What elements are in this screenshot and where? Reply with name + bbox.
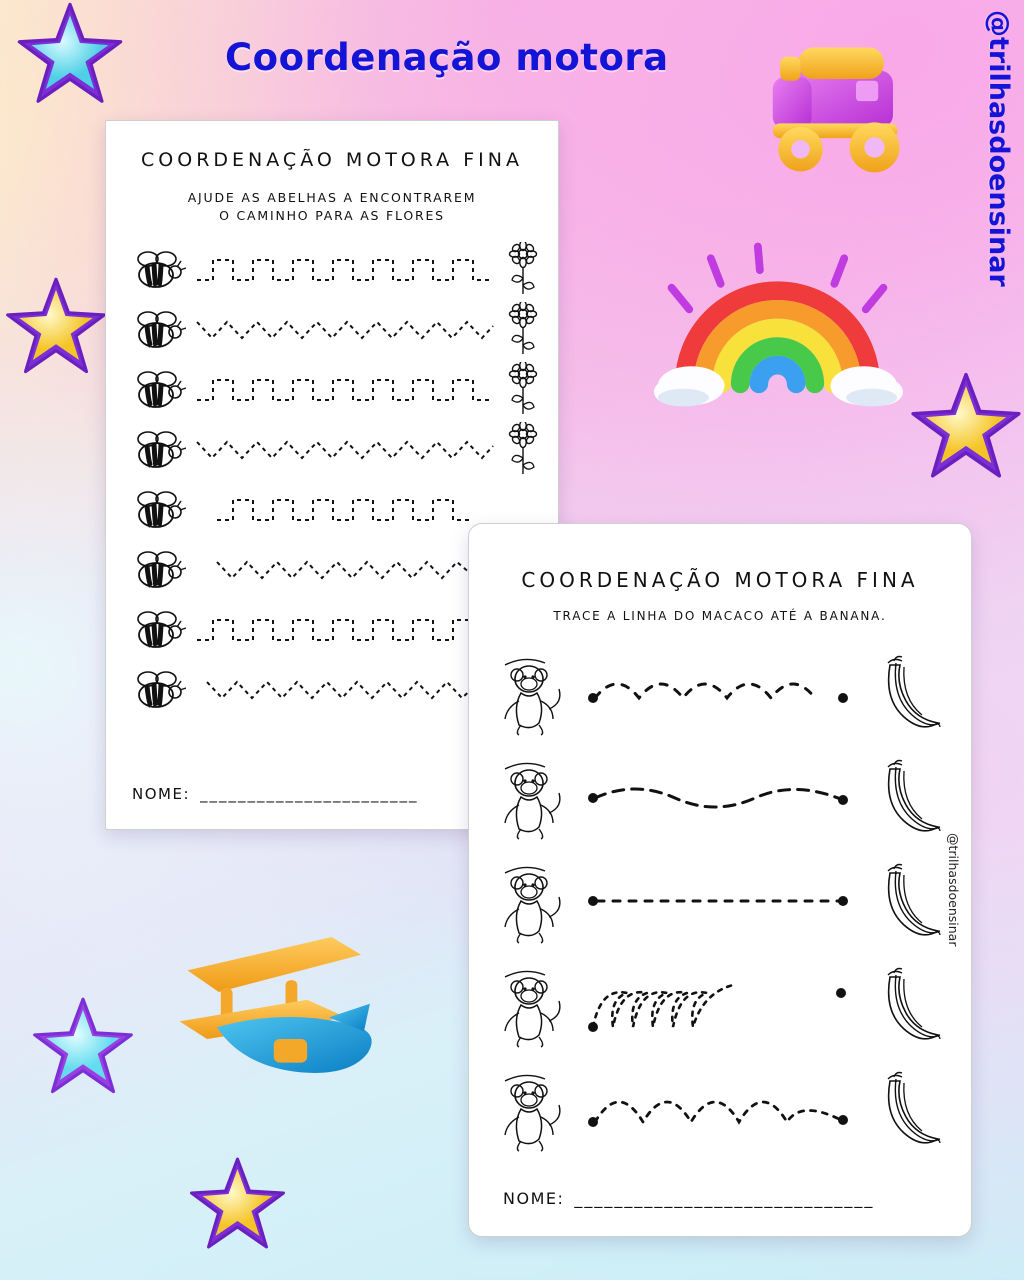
flower-icon	[502, 360, 544, 418]
trace-path-zigzag	[188, 539, 502, 599]
tracing-row	[469, 641, 971, 745]
name-input-line[interactable]: ______________________________	[574, 1189, 875, 1208]
flower-icon	[502, 240, 544, 298]
bee-icon	[128, 543, 188, 595]
monkey-icon	[495, 959, 569, 1051]
trace-path-scallop-arcs	[569, 641, 871, 745]
worksheet-subtitle: TRACE A LINHA DO MACACO ATÉ A BANANA.	[553, 609, 887, 623]
name-field-row	[469, 1189, 971, 1208]
worksheet-subtitle-line2: O CAMINHO PARA AS FLORES	[219, 208, 445, 224]
monkey-icon	[495, 647, 569, 739]
worksheet-title: COORDENAÇÃO MOTORA FINA	[521, 568, 919, 592]
bee-icon	[128, 303, 188, 355]
trace-path-zigzag	[188, 419, 502, 479]
monkey-icon	[495, 751, 569, 843]
monkey-icon	[495, 1063, 569, 1155]
banana-icon	[871, 961, 949, 1049]
banana-icon	[871, 753, 949, 841]
star-cyan-bottom-left-icon	[28, 995, 138, 1100]
trace-path-gentle-wave	[569, 745, 871, 849]
worksheet-title: COORDENAÇÃO MOTORA FINA	[141, 149, 523, 171]
bee-icon	[128, 483, 188, 535]
trace-path-square-wave	[188, 479, 502, 539]
star-cyan-top-left-icon	[10, 0, 130, 110]
banana-icon	[871, 649, 949, 737]
bee-icon	[128, 663, 188, 715]
worksheet-watermark: @trilhasdoensinar	[946, 832, 961, 946]
star-yellow-left-icon	[0, 275, 112, 380]
tracing-row	[469, 745, 971, 849]
bee-icon	[128, 423, 188, 475]
worksheet-subtitle-line1: AJUDE AS ABELHAS A ENCONTRAREM	[187, 190, 477, 205]
tracing-row	[106, 419, 558, 479]
toy-train-icon	[745, 18, 930, 188]
brand-handle: @trilhasdoensinar	[983, 10, 1014, 287]
tracing-row	[469, 849, 971, 953]
tracing-row	[469, 953, 971, 1057]
monkey-icon	[495, 855, 569, 947]
name-input-line[interactable]: _______________________	[200, 785, 419, 803]
trace-path-square-wave	[188, 359, 502, 419]
star-yellow-right-icon	[905, 370, 1024, 485]
trace-path-zigzag	[188, 299, 502, 359]
trace-path-zigzag	[188, 659, 502, 719]
tracing-rows	[469, 641, 971, 1161]
star-yellow-bottom-icon	[185, 1155, 290, 1255]
trace-path-straight-line	[569, 849, 871, 953]
tracing-row	[106, 239, 558, 299]
trace-path-loops	[569, 953, 871, 1057]
tracing-row	[469, 1057, 971, 1161]
toy-airplane-icon	[160, 900, 415, 1080]
banana-icon	[871, 857, 949, 945]
flower-icon	[502, 420, 544, 478]
page-title: Coordenação motora	[225, 36, 669, 79]
worksheet-subtitle	[106, 189, 558, 225]
trace-path-humps	[569, 1057, 871, 1161]
name-label: NOME:	[503, 1189, 565, 1208]
worksheet-monkeys	[468, 523, 972, 1237]
bee-icon	[128, 243, 188, 295]
trace-path-square-wave	[188, 239, 502, 299]
tracing-row	[106, 359, 558, 419]
bee-icon	[128, 363, 188, 415]
trace-path-square-wave	[188, 599, 502, 659]
name-label: NOME:	[132, 785, 191, 803]
tracing-row	[106, 299, 558, 359]
bee-icon	[128, 603, 188, 655]
rainbow-icon	[650, 235, 905, 415]
banana-icon	[871, 1065, 949, 1153]
flower-icon	[502, 300, 544, 358]
